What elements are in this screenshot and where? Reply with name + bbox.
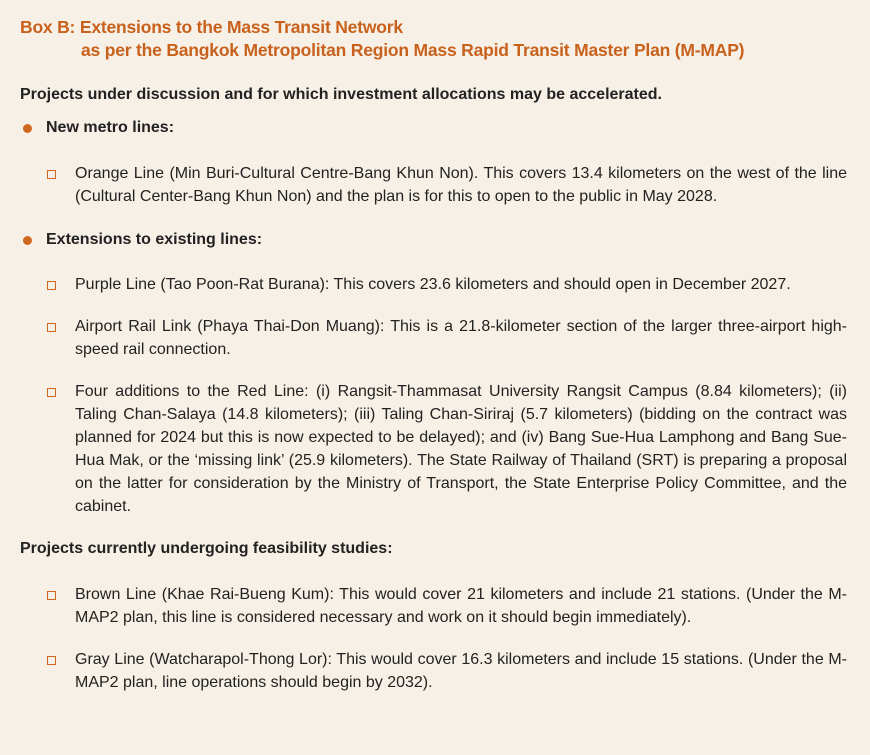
section1-heading: Projects under discussion and for which investment allocations may be accelerated. [20, 86, 662, 103]
list-item-text: Orange Line (Min Buri-Cultural Centre-Bang Khun Non). This covers 13.4 kilometers on the west of the line (Cultural Center-Bang Khun Non) and the plan is for this to open to the public in May 2028. [75, 165, 847, 205]
list-item-text: Purple Line (Tao Poon-Rat Burana): This covers 23.6 kilometers and should open in December 2027. [75, 276, 791, 293]
square-bullet-icon [47, 388, 56, 397]
list-item-text: Brown Line (Khae Rai-Bueng Kum): This would cover 21 kilometers and include 21 stations. (Under the M-MAP2 plan, this line is considered necessary and work on it should begin immediately). [75, 586, 847, 626]
section2-heading: Projects currently undergoing feasibility studies: [20, 540, 393, 557]
square-bullet-icon [47, 323, 56, 332]
group-extensions [20, 229, 850, 251]
list-item [20, 583, 850, 629]
square-bullet-icon [47, 656, 56, 665]
square-bullet-icon [47, 591, 56, 600]
bullet-dot-icon [23, 236, 32, 245]
square-bullet-icon [47, 281, 56, 290]
square-bullet-icon [47, 170, 56, 179]
list-item [20, 162, 850, 208]
list-item [20, 315, 850, 361]
list-item-text: Airport Rail Link (Phaya Thai-Don Muang): This is a 21.8-kilometer section of the larger three-airport high-speed rail connection. [75, 318, 847, 358]
bullet-dot-icon [23, 124, 32, 133]
list-item [20, 380, 850, 518]
box-title-line1: Box B: Extensions to the Mass Transit Network [20, 17, 403, 37]
list-item-text: Four additions to the Red Line: (i) Rangsit-Thammasat University Rangsit Campus (8.84 kilometers); (ii) Taling Chan-Salaya (14.8 kilometers); (iii) Taling Chan-Siriraj (5.7 kilometers) (bidding on the contract was planned for 2024 but this is now expected to be delayed); and (iv) Bang Sue-Hua Lamphong and Bang Sue-Hua Mak, or the ‘missing link’ (25.9 kilometers). The State Railway of Thailand (SRT) is preparing a proposal on the latter for consideration by the Ministry of Transport, the State Enterprise Policy Committee, and the cabinet. [75, 383, 847, 515]
list-item [20, 273, 850, 296]
group-label: Extensions to existing lines: [46, 231, 263, 248]
list-item-text: Gray Line (Watcharapol-Thong Lor): This would cover 16.3 kilometers and include 15 stations. (Under the M-MAP2 plan, line operations should begin by 2032). [75, 651, 847, 691]
list-item [20, 648, 850, 694]
group-new-metro-lines [20, 117, 850, 139]
box-title-line2: as per the Bangkok Metropolitan Region Mass Rapid Transit Master Plan (M-MAP) [81, 40, 745, 60]
group-label: New metro lines: [46, 119, 175, 136]
box-title [20, 16, 850, 62]
